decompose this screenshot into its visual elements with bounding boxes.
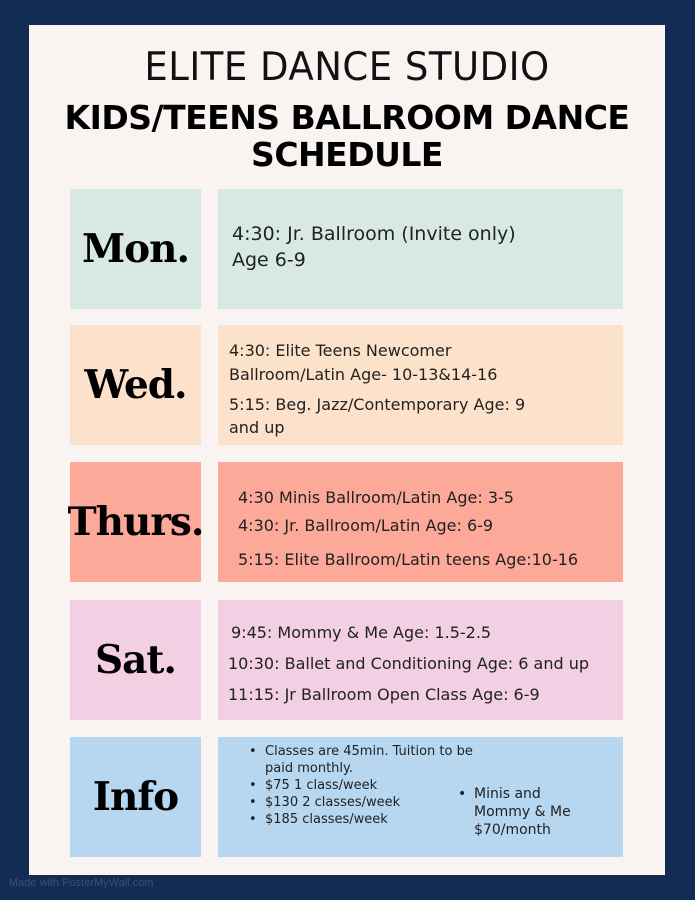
bullet-icon: • [249, 795, 257, 810]
bullet-icon: • [249, 744, 257, 759]
schedule-line: 4:30: Jr. Ballroom (Invite only) [232, 223, 516, 245]
schedule-line: 4:30: Elite Teens Newcomer [229, 341, 452, 360]
schedule-line: 10:30: Ballet and Conditioning Age: 6 and up [228, 654, 589, 673]
list-item: • $130 2 classes/week [249, 795, 401, 810]
schedule-thurs [218, 462, 623, 582]
list-item: • Minis and Mommy & Me $70/month [458, 786, 571, 838]
day-label-info: Info [70, 737, 201, 857]
bullet-icon: • [249, 812, 257, 827]
info-panel [218, 737, 623, 857]
schedule-heading-line1: KIDS/TEENS BALLROOM DANCE [64, 98, 630, 137]
studio-title: ELITE DANCE STUDIO [144, 45, 550, 90]
watermark: Made with PosterMyWall.com [9, 877, 154, 889]
schedule-line: 11:15: Jr Ballroom Open Class Age: 6-9 [228, 685, 540, 704]
bullet-icon: • [458, 786, 467, 802]
schedule-wed [218, 325, 623, 445]
poster [29, 25, 665, 875]
schedule-line: Age 6-9 [232, 249, 306, 271]
schedule-line: 9:45: Mommy & Me Age: 1.5-2.5 [231, 623, 492, 642]
bullet-icon: • [249, 778, 257, 793]
list-item: • $185 classes/week [249, 812, 388, 827]
schedule-line: Ballroom/Latin Age- 10-13&14-16 [229, 365, 498, 384]
day-label-wed: Wed. [70, 325, 201, 445]
list-item: • Classes are 45min. Tuition to be paid monthly. [249, 744, 473, 776]
schedule-heading [29, 99, 665, 173]
day-label-mon: Mon. [70, 189, 201, 309]
schedule-line: 4:30: Jr. Ballroom/Latin Age: 6-9 [238, 516, 494, 535]
day-label-sat: Sat. [70, 600, 201, 720]
schedule-line: 4:30 Minis Ballroom/Latin Age: 3-5 [238, 488, 514, 507]
schedule-line: 5:15: Elite Ballroom/Latin teens Age:10-16 [238, 550, 579, 569]
schedule-heading-line2: SCHEDULE [251, 135, 443, 174]
list-item: • $75 1 class/week [249, 778, 378, 793]
schedule-sat [218, 600, 623, 720]
schedule-mon [218, 189, 623, 309]
schedule-line: and up [229, 418, 285, 437]
day-label-thurs: Thurs. [70, 462, 201, 582]
minis-pricing [458, 785, 608, 839]
schedule-line: 5:15: Beg. Jazz/Contemporary Age: 9 [229, 395, 526, 414]
